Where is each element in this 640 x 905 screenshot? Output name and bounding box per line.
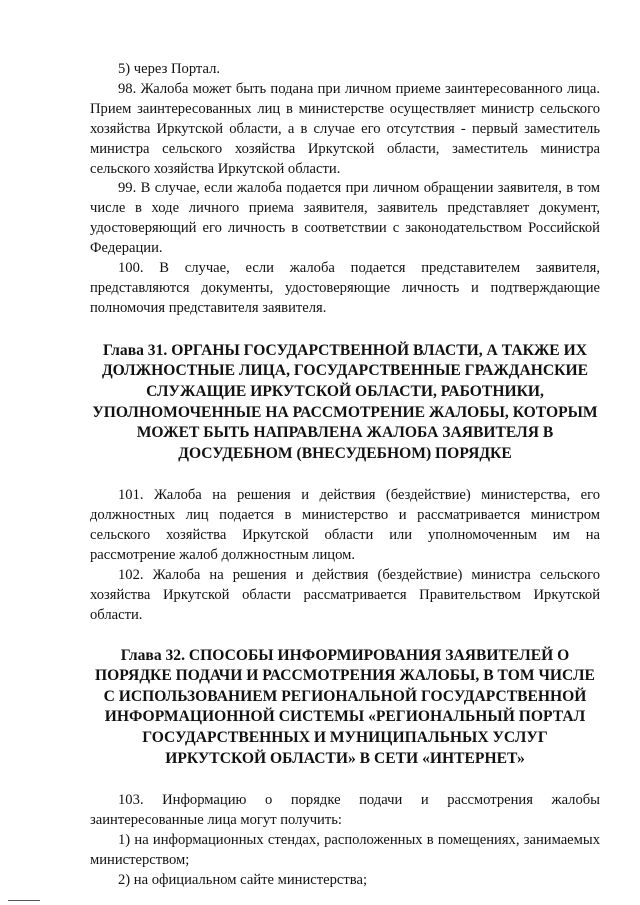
document-page xyxy=(90,60,600,891)
chapter-32-heading: Глава 32. СПОСОБЫ ИНФОРМИРОВАНИЯ ЗАЯВИТЕЛЕЙ О ПОРЯДКЕ ПОДАЧИ И РАССМОТРЕНИЯ ЖАЛОБЫ, В ТОМ ЧИСЛЕ С ИСПОЛЬЗОВАНИЕМ РЕГИОНАЛЬНОЙ ГОСУДАРСТВЕННОЙ ИНФОРМАЦИОННОЙ СИСТЕМЫ «РЕГИОНАЛЬНЫЙ ПОРТАЛ ГОСУДАРСТВЕННЫХ И МУНИЦИПАЛЬНЫХ УСЛУГ ИРКУТСКОЙ ОБЛАСТИ» В СЕТИ «ИНТЕРНЕТ» xyxy=(95,646,595,767)
list-item-1: 1) на информационных стендах, расположенных в помещениях, занимаемых министерством; xyxy=(90,832,600,868)
scan-footer-mark xyxy=(8,900,40,901)
paragraph-100: 100. В случае, если жалоба подается представителем заявителя, представляются документы, удостоверяющие личность и подтверждающие полномочия представителя заявителя. xyxy=(90,260,600,316)
paragraph-103: 103. Информацию о порядке подачи и рассмотрения жалобы заинтересованные лица могут получить: xyxy=(90,792,600,829)
paragraph-102: 102. Жалоба на решения и действия (бездействие) министра сельского хозяйства Иркутской области рассматривается Правительством Иркутской области. xyxy=(90,566,600,623)
chapter-31-heading: Глава 31. ОРГАНЫ ГОСУДАРСТВЕННОЙ ВЛАСТИ, А ТАКЖЕ ИХ ДОЛЖНОСТНЫЕ ЛИЦА, ГОСУДАРСТВЕННЫЕ ГРАЖДАНСКИЕ СЛУЖАЩИЕ ИРКУТСКОЙ ОБЛАСТИ, РАБОТНИКИ, УПОЛНОМОЧЕННЫЕ НА РАССМОТРЕНИЕ ЖАЛОБЫ, КОТОРЫМ МОЖЕТ БЫТЬ НАПРАВЛЕНА ЖАЛОБА ЗАЯВИТЕЛЯ В ДОСУДЕБНОМ (ВНЕСУДЕБНОМ) ПОРЯДКЕ xyxy=(92,341,598,462)
paragraph-98: 98. Жалоба может быть подана при личном приеме заинтересованного лица. Прием заинтересованных лиц в министерстве осуществляет министр сельского хозяйства Иркутской области, а в случае его отсутствия - первый заместитель министра сельского хозяйства Иркутской области, заместитель министра сельского хозяйства Иркутской области. xyxy=(90,80,600,177)
paragraph-99: 99. В случае, если жалоба подается при личном обращении заявителя, в том числе в ходе личного приема заявителя, заявитель представляет документ, удостоверяющий его личность в соответствии с законодательством Российской Федерации. xyxy=(90,180,600,257)
list-item-2: 2) на официальном сайте министерства; xyxy=(118,871,368,888)
paragraph-portal: 5) через Портал. xyxy=(118,61,221,77)
paragraph-101: 101. Жалоба на решения и действия (бездействие) министерства, его должностных лиц подается в министерство и рассматривается министром сельского хозяйства Иркутской области или уполномоченным им на рассмотрение жалоб должностным лицом. xyxy=(90,487,600,564)
